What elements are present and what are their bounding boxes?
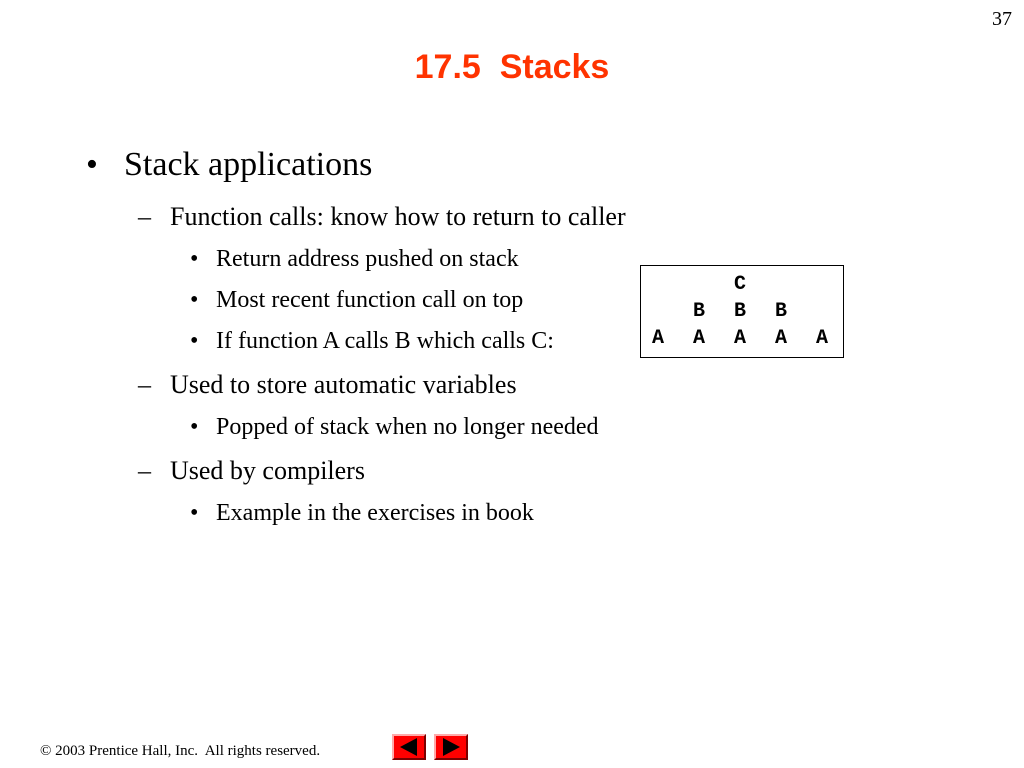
sub-bullet-text: Used by compilers <box>170 456 365 485</box>
sub-bullet-item <box>138 456 365 486</box>
sub-sub-bullet-text: Popped of stack when no longer needed <box>216 414 599 440</box>
sub-bullet-text: Used to store automatic variables <box>170 370 517 399</box>
stack-cell: A <box>815 327 828 350</box>
left-arrow-icon <box>394 736 424 758</box>
sub-sub-bullet-item <box>190 287 523 314</box>
slide-number: 37 <box>992 8 1012 30</box>
bullet-marker: • <box>190 287 199 313</box>
stack-cell: A <box>774 327 787 350</box>
stack-cell: A <box>692 327 705 350</box>
stack-cell: B <box>774 300 787 323</box>
stack-row <box>641 273 845 299</box>
sub-sub-bullet-text: Example in the exercises in book <box>216 500 534 526</box>
sub-sub-bullet-item <box>190 500 534 527</box>
sub-bullet-item <box>138 370 517 400</box>
right-arrow-icon <box>436 736 466 758</box>
bullet-marker: • <box>190 500 199 526</box>
bullet-marker: • <box>190 246 199 272</box>
dash-marker: – <box>138 456 151 485</box>
copyright-footer <box>40 743 320 760</box>
dash-marker: – <box>138 370 151 399</box>
sub-sub-bullet-item <box>190 246 519 273</box>
bullet-text: Stack applications <box>124 146 373 183</box>
bullet-marker: • <box>86 146 98 183</box>
sub-sub-bullet-text: Most recent function call on top <box>216 287 524 313</box>
bullet-item <box>86 146 372 184</box>
copyright-text: 2003 Prentice Hall, Inc. All rights reserved. <box>51 743 321 759</box>
stack-cell: B <box>692 300 705 323</box>
bullet-marker: • <box>190 328 199 354</box>
dash-marker: – <box>138 202 151 231</box>
stack-diagram <box>640 265 844 358</box>
bullet-marker: • <box>190 414 199 440</box>
stack-row <box>641 300 845 326</box>
sub-bullet-text: Function calls: know how to return to caller <box>170 202 626 231</box>
stack-cell: A <box>733 327 746 350</box>
sub-sub-bullet-item <box>190 328 554 355</box>
sub-sub-bullet-text: If function A calls B which calls C: <box>216 328 554 354</box>
copyright-symbol: © <box>40 743 52 759</box>
stack-cell: C <box>733 273 746 296</box>
slide-title: 17.5 Stacks <box>414 48 610 86</box>
previous-slide-button[interactable] <box>392 734 426 760</box>
stack-cell: B <box>733 300 746 323</box>
sub-bullet-item <box>138 202 626 232</box>
stack-cell: A <box>651 327 664 350</box>
sub-sub-bullet-text: Return address pushed on stack <box>216 246 519 272</box>
sub-sub-bullet-item <box>190 414 599 441</box>
next-slide-button[interactable] <box>434 734 468 760</box>
stack-row <box>641 327 845 353</box>
